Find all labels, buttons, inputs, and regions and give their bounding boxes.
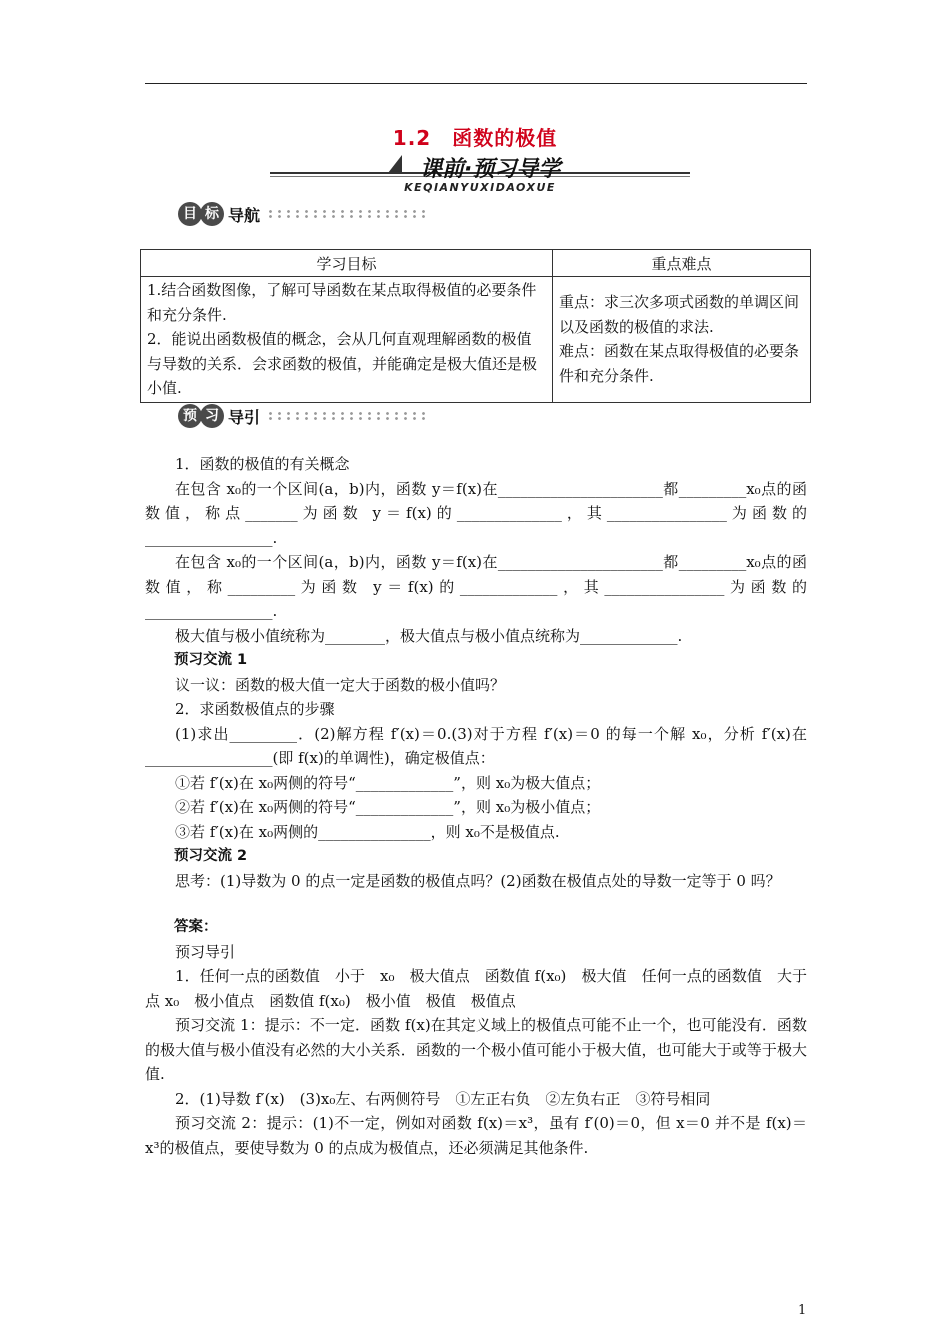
section-label: 导航 <box>228 205 261 225</box>
paragraph: 2．求函数极值点的步骤 <box>175 700 335 718</box>
header-rule <box>145 83 807 84</box>
paragraph: 1．任何一点的函数值 小于 x₀ 极大值点 函数值 f(x₀) 极大值 任何一点的函数值 大于 点 x₀ 极小值点 函数值 f(x₀) 极小值 极值 极值点 <box>145 967 823 1010</box>
objectives-heading <box>178 201 426 227</box>
subheading: 答案： <box>174 919 218 935</box>
body-text <box>145 452 823 1160</box>
dotted-leader <box>266 209 426 219</box>
key-points-cell <box>553 277 811 403</box>
subheading: 预习交流 1 <box>174 652 248 668</box>
subheading: 预习交流 2 <box>174 848 248 864</box>
learning-goals-cell <box>141 277 553 403</box>
banner-pinyin: KEQIANYUXIDAOXUE <box>404 181 556 194</box>
paragraph: 预习交流 1：提示：不一定．函数 f(x)在其定义域上的极值点可能不止一个，也可能没有．函数的极大值与极小值没有必然的大小关系．函数的一个极小值可能小于极大值，也可能大于或等于极大值. <box>145 1016 807 1083</box>
paragraph: ②若 f′(x)在 x₀两侧的符号“_____________”，则 x₀为极小值点； <box>175 798 601 816</box>
paragraph: 极大值与极小值统称为________，极大值点与极小值点统称为_____________. <box>175 626 683 645</box>
spacer <box>145 893 807 915</box>
badge-char: 预 <box>178 404 202 428</box>
table-header: 重点难点 <box>553 250 811 277</box>
badge-char: 标 <box>200 202 224 226</box>
paragraph: 1．函数的极值的有关概念 <box>175 455 350 473</box>
goal-item: 2．能说出函数极值的概念，会从几何直观理解函数的极值与导数的关系．会求函数的极值，并能确定是极大值还是极小值. <box>147 330 538 397</box>
paragraph: 在包含 x₀的一个区间(a，b)内，函数 y＝f(x)在______________________都_________x₀点的函数值，称点_______为函数 y＝f(x)的______________，其________________为函数的_________________. <box>145 479 807 547</box>
goal-item: 1.结合函数图像，了解可导函数在某点取得极值的必要条件和充分条件. <box>147 281 537 324</box>
banner-title: 课前·预习导学 <box>420 157 561 182</box>
badge-char: 目 <box>178 202 202 226</box>
page-title: 1.2 函数的极值 <box>392 126 558 150</box>
paragraph: ③若 f′(x)在 x₀两侧的_______________，则 x₀不是极值点. <box>175 822 560 841</box>
paragraph: 议一议：函数的极大值一定大于函数的极小值吗？ <box>175 675 506 694</box>
paragraph: (1)求出_________．(2)解方程 f′(x)＝0.(3)对于方程 f′(x)＝0 的每一个解 x₀，分析 f′(x)在_________________(即 f(x)的单调性)，确定极值点： <box>145 724 807 767</box>
badge-char: 习 <box>200 404 224 428</box>
objectives-table <box>140 249 811 403</box>
section-banner <box>270 150 690 198</box>
dotted-leader <box>266 411 426 421</box>
section-label: 导引 <box>228 407 261 427</box>
key-point-item: 重点：求三次多项式函数的单调区间以及函数的极值的求法. <box>559 293 800 336</box>
paragraph: 预习导引 <box>175 942 236 961</box>
key-point-item: 难点：函数在某点取得极值的必要条件和充分条件. <box>559 342 800 385</box>
table-header: 学习目标 <box>141 250 553 277</box>
paragraph: 思考：(1)导数为 0 的点一定是函数的极值点吗？(2)函数在极值点处的导数一定等于 0 吗？ <box>175 871 781 890</box>
paragraph: 在包含 x₀的一个区间(a，b)内，函数 y＝f(x)在______________________都_________x₀点的函数值，称_________为函数 y＝f(x)的_____________，其________________为函数的_________________. <box>145 553 807 620</box>
preview-heading <box>178 403 426 429</box>
paragraph: 2．(1)导数 f′(x) (3)x₀左、右两侧符号 ①左正右负 ②左负右正 ③符号相同 <box>175 1089 711 1108</box>
paragraph: ①若 f′(x)在 x₀两侧的符号“_____________”，则 x₀为极大值点； <box>175 773 601 792</box>
page-number: 1 <box>798 1303 807 1318</box>
paragraph: 预习交流 2：提示：(1)不一定，例如对函数 f(x)＝x³，虽有 f′(0)＝0，但 x＝0 并不是 f(x)＝x³的极值点，要使导数为 0 的点成为极值点，还必须满足其他条件. <box>145 1114 807 1157</box>
